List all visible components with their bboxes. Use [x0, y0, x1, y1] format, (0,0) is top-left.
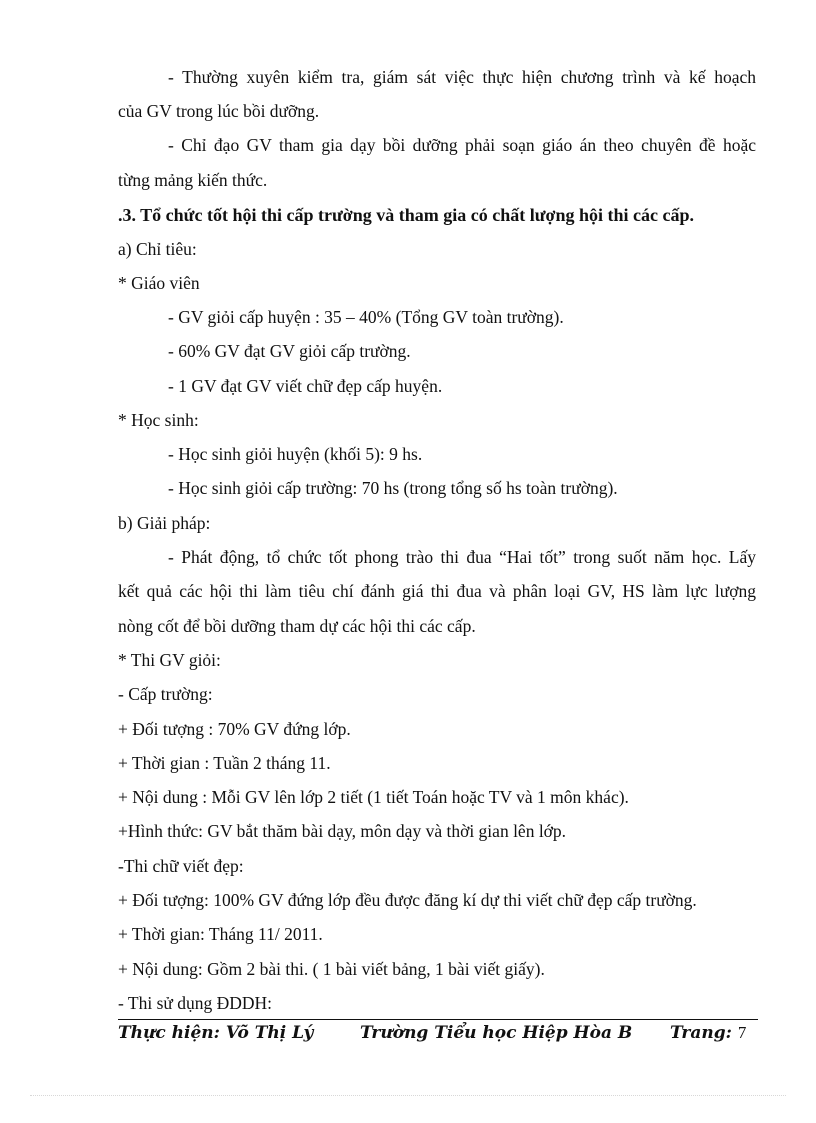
footer-author: Thực hiện: Võ Thị Lý	[118, 1023, 314, 1043]
list-item: - Học sinh giỏi cấp trường: 70 hs (trong tổng số hs toàn trường).	[168, 478, 618, 498]
list-item: - GV giỏi cấp huyện : 35 – 40% (Tổng GV toàn trường).	[168, 307, 564, 327]
list-item: - 60% GV đạt GV giỏi cấp trường.	[168, 341, 411, 361]
footer-school: Trường Tiểu học Hiệp Hòa B	[360, 1023, 633, 1043]
footer-page-number: 7	[737, 1023, 747, 1042]
list-item: + Nội dung : Mỗi GV lên lớp 2 tiết (1 tiết Toán hoặc TV và 1 môn khác).	[118, 787, 629, 807]
list-item: - Cấp trường:	[118, 684, 213, 704]
list-item: - Học sinh giỏi huyện (khối 5): 9 hs.	[168, 444, 423, 464]
footer-divider	[118, 1019, 758, 1020]
page-bottom-border	[30, 1095, 786, 1096]
section-heading: .3. Tổ chức tốt hội thi cấp trường và tham gia có chất lượng hội thi các cấp.	[118, 205, 694, 225]
subheading: * Giáo viên	[118, 273, 200, 293]
subheading: a) Chỉ tiêu:	[118, 239, 197, 259]
paragraph-line: kết quả các hội thi làm tiêu chí đánh giá thi đua và phân loại GV, HS làm lực lượng	[118, 581, 756, 601]
footer-page	[670, 1022, 746, 1044]
list-item: - 1 GV đạt GV viết chữ đẹp cấp huyện.	[168, 376, 443, 396]
paragraph-line: từng mảng kiến thức.	[118, 170, 268, 190]
list-item: + Thời gian : Tuần 2 tháng 11.	[118, 753, 331, 773]
subheading: * Thi GV giỏi:	[118, 650, 221, 670]
paragraph-line: - Thường xuyên kiểm tra, giám sát việc thực hiện chương trình và kế hoạch	[168, 67, 756, 87]
paragraph-line: của GV trong lúc bồi dưỡng.	[118, 101, 320, 121]
subheading: b) Giải pháp:	[118, 513, 211, 533]
paragraph-line: - Phát động, tổ chức tốt phong trào thi đua “Hai tốt” trong suốt năm học. Lấy	[168, 547, 756, 567]
subheading: * Học sinh:	[118, 410, 199, 430]
subheading: -Thi chữ viết đẹp:	[118, 856, 244, 876]
list-item: + Thời gian: Tháng 11/ 2011.	[118, 924, 323, 944]
list-item: + Đối tượng : 70% GV đứng lớp.	[118, 719, 351, 739]
list-item: + Nội dung: Gồm 2 bài thi. ( 1 bài viết bảng, 1 bài viết giấy).	[118, 959, 545, 979]
footer-page-label: Trang:	[670, 1023, 732, 1043]
list-item: +Hình thức: GV bắt thăm bài dạy, môn dạy và thời gian lên lớp.	[118, 821, 567, 841]
list-item: + Đối tượng: 100% GV đứng lớp đều được đăng kí dự thi viết chữ đẹp cấp trường.	[118, 890, 697, 910]
paragraph-line: - Chỉ đạo GV tham gia dạy bồi dưỡng phải soạn giáo án theo chuyên đề hoặc	[168, 135, 756, 155]
list-item: - Thi sử dụng ĐDDH:	[118, 993, 273, 1013]
paragraph-line: nòng cốt để bồi dưỡng tham dự các hội thi các cấp.	[118, 616, 476, 636]
